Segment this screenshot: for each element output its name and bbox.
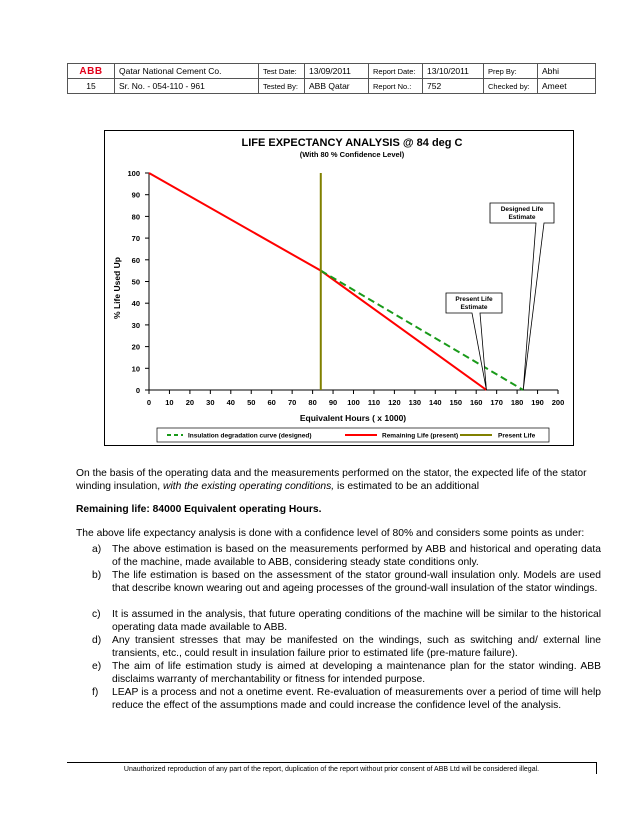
x-tick-label: 0 xyxy=(146,398,152,407)
x-tick-label: 170 xyxy=(490,398,503,407)
item-text: The above estimation is based on the measurements performed by ABB and historical and operating data of the machine, made available to ABB, considering steady state conditions only. xyxy=(112,544,601,568)
intro-paragraph xyxy=(76,467,602,493)
remaining-life-line xyxy=(149,173,486,390)
y-axis-title: % Life Used Up xyxy=(112,257,122,319)
item-marker: b) xyxy=(92,570,102,581)
assumption-item xyxy=(92,634,601,660)
report-no-value: 752 xyxy=(423,79,484,94)
chart-series-group xyxy=(149,173,523,390)
callout-text: Estimate xyxy=(508,214,536,221)
x-tick-label: 20 xyxy=(185,398,195,407)
designed-degradation-line xyxy=(321,271,523,390)
prep-by-label: Prep By: xyxy=(484,64,538,79)
y-tick-label: 70 xyxy=(131,234,140,244)
legend-label: Insulation degradation curve (designed) xyxy=(188,432,312,440)
report-date-label: Report Date: xyxy=(369,64,423,79)
x-tick-label: 200 xyxy=(551,398,565,407)
chart-callouts xyxy=(446,203,554,390)
life-expectancy-chart xyxy=(104,130,574,446)
x-tick-label: 130 xyxy=(408,398,422,407)
item-marker: c) xyxy=(92,609,101,620)
legend-label: Present Life xyxy=(498,432,536,440)
assumption-item xyxy=(92,608,601,634)
x-tick-label: 90 xyxy=(328,398,338,407)
y-tick-label: 0 xyxy=(135,386,140,395)
y-tick-label: 100 xyxy=(127,169,140,178)
y-tick-label: 10 xyxy=(131,364,140,374)
serial-number: Sr. No. - 054-110 - 961 xyxy=(115,79,259,94)
x-tick-label: 50 xyxy=(247,398,256,407)
x-tick-label: 110 xyxy=(367,398,381,407)
chart-canvas xyxy=(105,131,575,447)
x-tick-label: 10 xyxy=(165,398,174,407)
y-tick-label: 90 xyxy=(131,190,140,200)
item-marker: a) xyxy=(92,544,102,555)
chart-legend xyxy=(167,433,536,440)
x-tick-label: 100 xyxy=(347,398,360,407)
item-marker: e) xyxy=(92,661,102,672)
assumption-item xyxy=(92,569,601,608)
x-tick-label: 80 xyxy=(308,398,317,407)
remaining-life-statement: Remaining life: 84000 Equivalent operating Hours. xyxy=(76,504,322,515)
report-header-table xyxy=(67,63,596,94)
company-name: Qatar National Cement Co. xyxy=(115,64,259,79)
tested-by-value: ABB Qatar xyxy=(305,79,369,94)
legend-label: Remaining Life (present) xyxy=(382,432,459,440)
assumption-item xyxy=(92,686,601,712)
callout-text: Estimate xyxy=(460,304,488,311)
callout-text: Present Life xyxy=(455,296,493,303)
tested-by-label: Tested By: xyxy=(259,79,305,94)
test-date-value: 13/09/2011 xyxy=(305,64,369,79)
chart-subtitle: (With 80 % Confidence Level) xyxy=(299,150,405,159)
abb-logo: ABB xyxy=(68,64,115,79)
y-tick-label: 50 xyxy=(131,277,140,287)
y-tick-label: 60 xyxy=(131,255,140,265)
x-tick-label: 70 xyxy=(287,398,297,407)
x-tick-label: 40 xyxy=(226,398,235,407)
checked-by-label: Checked by: xyxy=(484,79,538,94)
y-tick-label: 30 xyxy=(131,320,140,330)
x-tick-label: 190 xyxy=(531,398,544,407)
x-tick-label: 160 xyxy=(469,398,483,407)
x-tick-label: 60 xyxy=(267,398,276,407)
x-tick-label: 30 xyxy=(206,398,215,407)
y-tick-label: 20 xyxy=(131,342,140,352)
intro-text-end: is estimated to be an additional xyxy=(334,481,479,492)
checked-by-value: Ameet xyxy=(538,79,596,94)
test-date-label: Test Date: xyxy=(259,64,305,79)
x-tick-label: 150 xyxy=(449,398,463,407)
intro-italic-text: with the existing operating conditions, xyxy=(163,481,335,492)
assumptions-intro: The above life expectancy analysis is done with a confidence level of 80% and considers some points as under: xyxy=(76,528,585,539)
assumption-item xyxy=(92,660,601,686)
assumption-item xyxy=(92,543,601,569)
item-text: Any transient stresses that may be manifested on the windings, such as switching and/ external line transients, etc., could result in insulation failure prior to estimated life (pre-mature failure). xyxy=(112,635,601,659)
row-number: 15 xyxy=(68,79,115,94)
y-tick-label: 40 xyxy=(131,299,140,309)
item-text: The life estimation is based on the assessment of the stator ground-wall insulation only. Models are used that describe known wearing out and ageing processes of the ground-wall insulation of the stator windings. xyxy=(112,570,601,594)
item-text: LEAP is a process and not a onetime event. Re-evaluation of measurements over a period of time will help reduce the effect of the assumptions made and could increase the confidence level of the analysis. xyxy=(112,687,601,711)
x-tick-label: 120 xyxy=(388,398,401,407)
prep-by-value: Abhi xyxy=(538,64,596,79)
report-no-label: Report No.: xyxy=(369,79,423,94)
y-tick-label: 80 xyxy=(131,212,140,222)
x-axis-title: Equivalent Hours ( x 1000) xyxy=(299,413,407,423)
intro-text: On the basis of the operating data and the measurements performed on the stator, the expected life of the stator winding insulation, xyxy=(76,468,587,492)
item-text: It is assumed in the analysis, that future operating conditions of the machine will be similar to the historical operating data made available to ABB. xyxy=(112,609,601,633)
item-marker: d) xyxy=(92,635,102,646)
chart-title: LIFE EXPECTANCY ANALYSIS @ 84 deg C xyxy=(241,137,463,149)
report-date-value: 13/10/2011 xyxy=(423,64,484,79)
page-footer-disclaimer: Unauthorized reproduction of any part of the report, duplication of the report without prior consent of ABB Ltd will be considered illegal. xyxy=(67,762,597,774)
item-marker: f) xyxy=(92,687,99,698)
callout-text: Designed Life xyxy=(500,206,544,213)
x-tick-label: 140 xyxy=(429,398,442,407)
x-tick-label: 180 xyxy=(510,398,524,407)
item-text: The aim of life estimation study is aimed at developing a maintenance plan for the stator winding. ABB disclaims warranty of merchantability or fitness for intended purpose. xyxy=(112,661,601,685)
